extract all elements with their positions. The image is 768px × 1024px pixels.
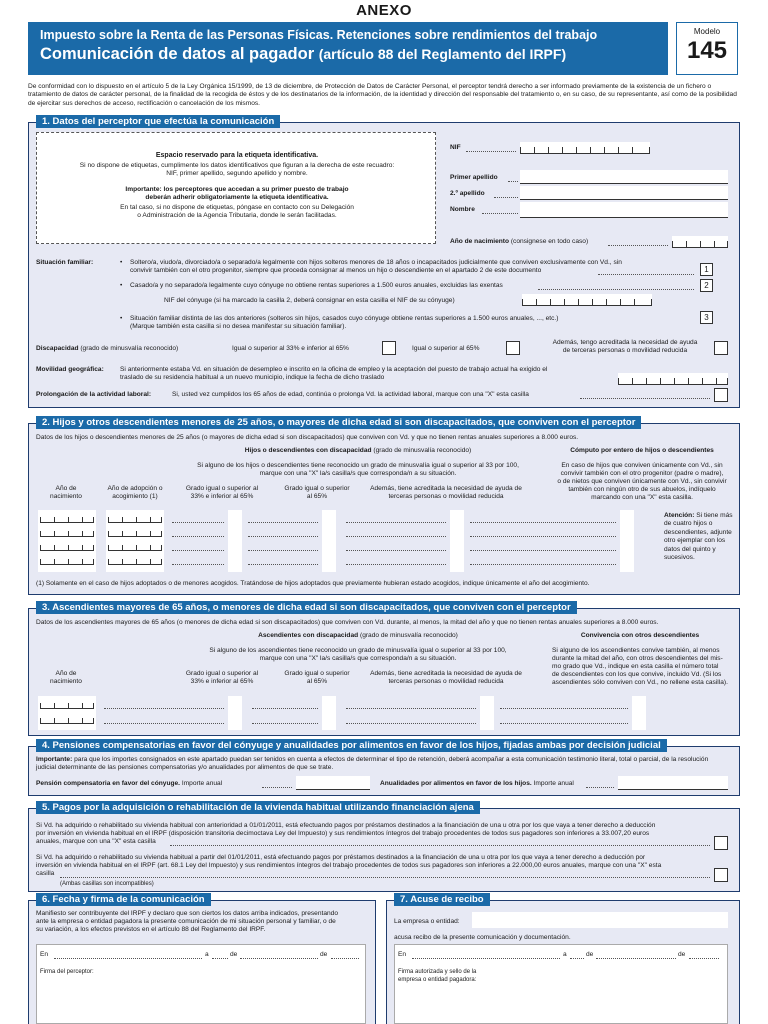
s4-pension-imp: Importe anual — [181, 780, 223, 787]
movilidad-line2: traslado de su residencia habitual a un nuevo municipio, indique la fecha de dicho traslado — [120, 374, 385, 381]
sit1-dots — [598, 274, 694, 275]
sit3-line2: (Marque también esta casilla si no desea manifestar su situación familiar). — [130, 323, 347, 330]
s2-col-adop2: acogimiento (1) — [112, 493, 158, 500]
s2-disc-head-note: (grado de minusvalía reconocido) — [373, 447, 472, 454]
s5-p1-dots — [170, 845, 710, 846]
nif-conyuge-input[interactable] — [522, 294, 652, 306]
s2-atencion — [664, 512, 734, 562]
s2-row-dots — [248, 522, 318, 523]
s5-p2c: casilla — [36, 870, 55, 877]
s7-de2: de — [678, 951, 686, 958]
s6-en: En — [40, 951, 49, 958]
s2-computo2: convivir también con el otro progenitor (padre o madre), — [560, 470, 724, 477]
sit1-line2: convivir también con el otro progenitor, siempre que proceda consignar al menos un hijo o descendiente en el apartado 2 de este documento — [130, 267, 542, 274]
sit1-line1: Soltero/a, viudo/a, divorciado/a o separado/a legalmente con hijos solteros menores de 18 años o incapacitados judicialmente que conviven exclusivamente con Vd., sin — [130, 259, 622, 266]
s3-row-nac-input[interactable] — [40, 699, 94, 709]
anio-nac-note: (consignese en todo caso) — [510, 238, 589, 245]
s3-row-dots — [252, 708, 318, 709]
header-sub: (artículo 88 del Reglamento del IRPF) — [318, 46, 567, 62]
s2-row-dots — [346, 536, 446, 537]
s3-conv2: durante la mitad del año, con otros descendientes del mis- — [552, 655, 723, 662]
s2-row-dots — [172, 550, 224, 551]
intro-text: De conformidad con lo dispuesto en el artículo 5 de la Ley Orgánica 15/1999, de 13 de diciembre, de Protección de Datos de Carácter Personal, el perceptor tendrá derecho a ser informado previamente de la existencia de un fichero o tratamiento de datos de carácter personal, de la finalidad de la recogida de éstos y de los destinatarios de la información, de la identidad y dirección del responsable del tratamiento o, en su caso, de su representante, así como de la posibilidad de ejercitar sus derechos de acceso, rectificación o cancelación de los mismos. — [28, 83, 737, 107]
s2-row-nac-input[interactable] — [40, 527, 94, 537]
s6-en-dots — [54, 958, 202, 959]
s2-computo4: también con ningún otro de sus abuelos, indíquelo — [568, 486, 716, 493]
s5-note: (Ambas casillas son incompatibles) — [60, 881, 154, 887]
label-reserved-area — [36, 132, 436, 244]
etq-line4: o Administración de la Agencia Tributaria, donde le serán facilitadas. — [137, 212, 337, 219]
s3-col-g2a: Grado igual o superior — [284, 670, 350, 677]
disc1-text: Igual o superior al 33% e inferior al 65% — [232, 345, 349, 352]
s2-atencion-label: Atención: — [664, 512, 695, 519]
s5-p1c: anuales, marque con una "X" esta casilla — [36, 838, 156, 845]
s3-conv5: ascendientes sólo conviven con Vd., no rellene esta casilla). — [552, 679, 728, 686]
s6-a-dots — [212, 958, 228, 959]
s4-anualidades-imp: Importe anual — [533, 780, 574, 787]
s2-row-adop-input[interactable] — [108, 555, 162, 565]
disc1-checkbox[interactable] — [382, 341, 396, 355]
s2-col-nac1: Año de — [55, 485, 77, 492]
section-7-title: 7. Acuse de recibo — [394, 893, 490, 906]
s7-en-dots — [412, 958, 560, 959]
s3-row-dots — [500, 723, 628, 724]
section-1-title: 1. Datos del perceptor que efectúa la comunicación — [36, 115, 280, 128]
s2-col-nac2: nacimiento — [50, 493, 82, 500]
s7-a: a — [563, 951, 567, 958]
sit3-checkbox[interactable]: 3 — [700, 311, 713, 324]
sit2-checkbox[interactable]: 2 — [700, 279, 713, 292]
s3-disc-head-note: (grado de minusvalía reconocido) — [360, 632, 458, 639]
section-4-title: 4. Pensiones compensatorias en favor del cónyuge y anualidades por alimentos en favor de los hijos, fijadas ambas por decisión judicial — [36, 739, 667, 752]
s3-col-g1b: 33% e inferior al 65% — [190, 678, 254, 685]
s2-disc-head: Hijos o descendientes con discapacidad — [244, 447, 372, 454]
sit1-bullet: • — [120, 259, 123, 266]
section-5-title: 5. Pagos por la adquisición o rehabilitación de la vivienda habitual utilizando financiación ajena — [36, 801, 480, 814]
s3-col-nac2: nacimiento — [50, 678, 82, 685]
sit2-dots — [538, 289, 694, 290]
s2-row-nac-input[interactable] — [40, 541, 94, 551]
s4-pension-label: Pensión compensatoria en favor del cónyuge. — [36, 780, 181, 787]
s6-firma: Firma del perceptor: — [40, 969, 94, 975]
s2-g1-column[interactable] — [228, 510, 242, 572]
s5-p1b: por inversión en vivienda habitual en el IRPF (disposición transitoria decimoctava Ley del Impuesto) y sus rendimientos íntegros del trabajo procedentes de todos sus pagadores son inferiores a 33.007,20 euros — [36, 830, 650, 837]
s2-row-nac-input[interactable] — [40, 555, 94, 565]
s3-col-g3b: terceras personas o movilidad reducida — [388, 678, 504, 685]
s7-acusa: acusa recibo de la presente comunicación y documentación. — [394, 934, 571, 941]
nif-label: NIF — [450, 144, 461, 151]
disc3-checkbox[interactable] — [714, 341, 728, 355]
s2-intro: Datos de los hijos o descendientes menores de 25 años (o mayores de dicha edad si son discapacitados) que conviven con Vd. y que no tienen rentas anuales superiores a 8.000 euros. — [36, 434, 579, 441]
header-line1: Impuesto sobre la Renta de las Personas Físicas. Retenciones sobre rendimientos del trabajo — [40, 28, 598, 42]
s3-g2-column[interactable] — [322, 696, 336, 730]
anexo-title: ANEXO — [356, 2, 412, 19]
s3-disc-sub2: marque con una "X" la/s casilla/s que corresponda/n a su situación. — [259, 655, 457, 662]
apellido2-label: 2.º apellido — [450, 190, 485, 197]
s4-imp-text1: para que los importes consignados en este apartado puedan ser tenidos en cuenta a efectos de determinar el tipo de retención, deberá acompañar a esta comunicación testimonio literal, total o parcial, de la resolución — [74, 756, 709, 763]
s2-row-adop-input[interactable] — [108, 541, 162, 551]
anio-nac-dots — [608, 245, 668, 246]
prolongacion-text: Si, usted vez cumplidos los 65 años de edad, continúa o prolonga Vd. la actividad laboral, marque con una "X" esta casilla — [172, 391, 529, 398]
discapacidad-label: Discapacidad — [36, 345, 79, 352]
s4-imp-text2: judicial determinante de las pensiones compensatorias y/o anualidades por alimentos de que se trate. — [36, 764, 334, 771]
movilidad-line1: Si anteriormente estaba Vd. en situación de desempleo e inscrito en la oficina de empleo y la aceptación del puesto de trabajo actual ha exigido el — [120, 366, 548, 373]
sit2-text: Casado/a y no separado/a legalmente cuyo cónyuge no obtiene rentas superiores a 1.500 euros anuales, excluidas las exentas — [130, 282, 503, 289]
s2-row-dots — [248, 564, 318, 565]
s2-col-g1a: Grado igual o superior al — [185, 485, 259, 492]
s2-row-dots — [470, 550, 616, 551]
disc3-line2: de terceras personas o movilidad reducida — [562, 347, 688, 354]
s2-row-adop-input[interactable] — [108, 513, 162, 523]
nombre-label: Nombre — [450, 206, 475, 213]
s3-col-g1a: Grado igual o superior al — [185, 670, 259, 677]
header-line2 — [40, 45, 658, 64]
s2-row-dots — [248, 550, 318, 551]
sit2-bullet: • — [120, 282, 123, 289]
s2-computo-column[interactable] — [620, 510, 634, 572]
s2-computo1: En caso de hijos que conviven únicamente con Vd., sin — [561, 462, 723, 469]
s2-row-dots — [470, 564, 616, 565]
s2-col-g1b: 33% e inferior al 65% — [190, 493, 254, 500]
s4-anualidades-dots — [586, 787, 614, 788]
etq-line2: NIF, primer apellido, segundo apellido y nombre. — [166, 170, 308, 177]
prolongacion-label: Prolongación de la actividad laboral: — [36, 391, 152, 398]
s3-disc-head: Ascendientes con discapacidad — [258, 632, 359, 639]
s3-intro: Datos de los ascendientes mayores de 65 años (o menores de dicha edad si son discapacitados) que conviven con Vd. durante, al menos, la mitad del año y que no tienen rentas anuales superiores a 8.000 euros. — [36, 619, 659, 626]
s7-mes-dots — [596, 958, 676, 959]
s2-row-dots — [172, 536, 224, 537]
anio-nac-row — [450, 238, 588, 246]
nombre-dots — [482, 213, 518, 214]
s6-anio-dots — [331, 958, 359, 959]
s2-footnote: (1) Solamente en el caso de hijos adoptados o de menores acogidos. Tratándose de hijos adoptados que previamente hubieran estado acogidos, indique únicamente el año del acogimiento. — [36, 580, 590, 587]
s6-text1: Manifiesto ser contribuyente del IRPF y declaro que son ciertos los datos arriba indicados, presentando — [36, 910, 339, 917]
s3-conv1: Si alguno de los ascendientes convive también, al menos — [552, 647, 720, 654]
s7-en: En — [398, 951, 407, 958]
apellido2-dots — [494, 197, 518, 198]
s5-p2-checkbox[interactable] — [714, 868, 728, 882]
prolongacion-checkbox[interactable] — [714, 388, 728, 402]
apellido1-input[interactable] — [520, 170, 728, 184]
nif-dots — [466, 151, 516, 152]
s4-pension-row — [36, 780, 222, 788]
s2-disc-sub2: marque con una "X" la/s casilla/s que corresponda/n a su situación. — [259, 470, 457, 477]
s2-row-dots — [248, 536, 318, 537]
s5-p1a: Si Vd. ha adquirido o rehabilitado su vivienda habitual con anterioridad a 01/01/2011, está efectuando pagos por préstamos destinados a la financiación de una u otra por los que vaya a tener derecho a deducción — [36, 822, 656, 829]
s3-disc-sub1: Si alguno de los ascendientes tiene reconocido un grado de minusvalía igual o superior al 33 por 100, — [209, 647, 507, 654]
s7-anio-dots — [689, 958, 719, 959]
s2-col-adop1: Año de adopción o — [107, 485, 163, 492]
nif-input[interactable] — [520, 142, 650, 154]
s4-pension-dots — [262, 787, 292, 788]
s7-firma1: Firma autorizada y sello de la — [398, 969, 477, 975]
s6-signature-area[interactable] — [36, 944, 366, 1024]
modelo-number: 145 — [686, 37, 728, 64]
etq-line3: En tal caso, si no dispone de etiquetas, póngase en contacto con su Delegación — [120, 204, 354, 211]
s5-p1-checkbox[interactable] — [714, 836, 728, 850]
etq-title: Espacio reservado para la etiqueta identificativa. — [155, 152, 319, 159]
anio-nac-label: Año de nacimiento — [450, 238, 509, 245]
header-main: Comunicación de datos al pagador — [40, 45, 315, 63]
modelo-label: Modelo — [693, 27, 721, 36]
s6-de1: de — [230, 951, 238, 958]
s3-row-dots — [252, 723, 318, 724]
s2-col-g2b: al 65% — [306, 493, 328, 500]
s6-text3: su variación, a los efectos previstos en el artículo 88 del Reglamento del IRPF. — [36, 926, 266, 933]
s3-row-dots — [104, 708, 224, 709]
apellido1-dots — [508, 181, 518, 182]
s4-anualidades-input[interactable] — [618, 776, 728, 790]
s2-row-dots — [470, 536, 616, 537]
s5-p2b: inversión en vivienda habitual en el IRPF (art. 68.1 Ley del Impuesto) y sus rendimientos íntegros del trabajo procedentes de todos sus pagadores son inferiores a 22.000,00 euros anuales, marque con una "X" esta — [36, 862, 662, 869]
apellido1-label: Primer apellido — [450, 174, 498, 181]
s2-disc-sub1: Si alguno de los hijos o descendientes tiene reconocido un grado de minusvalía igual o superior al 33 por 100, — [197, 462, 519, 469]
s5-p2-dots — [60, 877, 710, 878]
s2-col-g2a: Grado igual o superior — [284, 485, 350, 492]
s3-row-dots — [104, 723, 224, 724]
sit1-checkbox[interactable]: 1 — [700, 263, 713, 276]
movilidad-label: Movilidad geográfica: — [36, 366, 104, 373]
s2-row-dots — [172, 522, 224, 523]
s6-mes-dots — [240, 958, 318, 959]
form-header — [28, 22, 668, 75]
s2-col-g3b: terceras personas o movilidad reducida — [388, 493, 504, 500]
disc3-line1: Además, tengo acreditada la necesidad de ayuda — [552, 339, 698, 346]
s2-row-dots — [346, 550, 446, 551]
etq-line1: Si no dispone de etiquetas, cumplimente los datos identificativos que figuran a la derecha de este recuadro: — [79, 162, 395, 169]
s4-imp-label: Importante: — [36, 756, 73, 763]
s3-col-nac1: Año de — [55, 670, 77, 677]
s6-de2: de — [320, 951, 328, 958]
s2-atencion-text: Si tiene más de cuatro hijos o descendientes, adjunte otro ejemplar con los datos del quinto y sucesivos. — [664, 512, 733, 562]
disc2-text: Igual o superior al 65% — [412, 345, 480, 352]
s4-anualidades-row — [380, 780, 574, 788]
s3-conv4: de descendientes con los que convive, incluido Vd. (Si los — [552, 671, 722, 678]
s3-row-dots — [346, 708, 476, 709]
s3-conv3: mo grado que Vd., indique en esta casilla el número total — [552, 663, 719, 670]
s2-row-dots — [172, 564, 224, 565]
s3-row-dots — [500, 708, 628, 709]
s3-col-g3a: Además, tiene acreditada la necesidad de ayuda de — [370, 670, 522, 677]
s2-row-adop-input[interactable] — [108, 527, 162, 537]
s7-empresa-input[interactable] — [472, 912, 728, 928]
s3-row-dots — [346, 723, 476, 724]
nif-conyuge-label: NIF del cónyuge (si ha marcado la casilla 2, deberá consignar en esta casilla el NIF de su cónyuge) — [164, 297, 455, 304]
disc2-checkbox[interactable] — [506, 341, 520, 355]
section-3-title: 3. Ascendientes mayores de 65 años, o menores de dicha edad si son discapacitados, que conviven con el perceptor — [36, 601, 577, 614]
nombre-input[interactable] — [520, 202, 728, 218]
s3-disc-head-row — [176, 632, 540, 640]
etq-important2: deberán adherir obligatoriamente la etiqueta identificativa. — [145, 194, 329, 201]
s7-empresa: La empresa o entidad: — [394, 918, 460, 925]
s7-de1: de — [586, 951, 594, 958]
s2-row-dots — [346, 522, 446, 523]
sit3-line1: Situación familiar distinta de las dos anteriores (solteros sin hijos, casados cuyo cónyuge obtiene rentas superiores a 1.500 euros anuales, ..., etc.) — [130, 315, 559, 322]
s3-row-nac-input[interactable] — [40, 714, 94, 724]
s6-a: a — [205, 951, 209, 958]
s2-row-dots — [470, 522, 616, 523]
s6-text2: ante la empresa o entidad pagadora la presente comunicación de mi situación personal y familiar, o de — [36, 918, 336, 925]
movilidad-date-input[interactable] — [618, 373, 728, 385]
s7-a-dots — [570, 958, 584, 959]
discapacidad-row — [36, 345, 178, 353]
s2-g3-column[interactable] — [450, 510, 464, 572]
s3-conv-head: Convivencia con otros descendientes — [580, 632, 700, 639]
modelo-box — [676, 22, 738, 75]
s2-col-g3a: Además, tiene acreditada la necesidad de ayuda de — [370, 485, 522, 492]
discapacidad-note: (grado de minusvalía reconocido) — [80, 345, 179, 352]
apellido2-input[interactable] — [520, 186, 728, 200]
situacion-label: Situación familiar: — [36, 259, 94, 266]
prolongacion-dots — [580, 398, 710, 399]
s2-computo-head: Cómputo por entero de hijos o descendientes — [570, 447, 714, 454]
s2-computo5: marcando con una "X" esta casilla. — [591, 494, 693, 501]
sit3-bullet: • — [120, 315, 123, 322]
s2-g2-column[interactable] — [322, 510, 336, 572]
etq-important1: Importante: los perceptores que accedan a su primer puesto de trabajo — [125, 186, 349, 193]
s3-g3-column[interactable] — [480, 696, 494, 730]
s3-col-g2b: al 65% — [306, 678, 328, 685]
s5-p2a: Si Vd. ha adquirido o rehabilitado su vivienda habitual a partir del 01/01/2011, está efectuando pagos por préstamos destinados a la financiación de una u otra por los que vaya a tener derecho a deducción por — [36, 854, 646, 861]
anio-nac-input[interactable] — [672, 236, 728, 248]
s2-disc-head-row — [176, 447, 540, 455]
section-6-title: 6. Fecha y firma de la comunicación — [36, 893, 211, 906]
section-2-title: 2. Hijos y otros descendientes menores de 25 años, o mayores de dicha edad si son discapacitados, que conviven con el perceptor — [36, 416, 641, 429]
s4-pension-input[interactable] — [296, 776, 370, 790]
s3-conv-column[interactable] — [632, 696, 646, 730]
s3-g1-column[interactable] — [228, 696, 242, 730]
s4-anualidades-label: Anualidades por alimentos en favor de los hijos. — [380, 780, 532, 787]
s7-firma2: empresa o entidad pagadora: — [398, 977, 477, 983]
s2-row-dots — [346, 564, 446, 565]
s2-computo3: o de nietos que conviven únicamente con Vd., sin convivir — [557, 478, 727, 485]
s2-row-nac-input[interactable] — [40, 513, 94, 523]
